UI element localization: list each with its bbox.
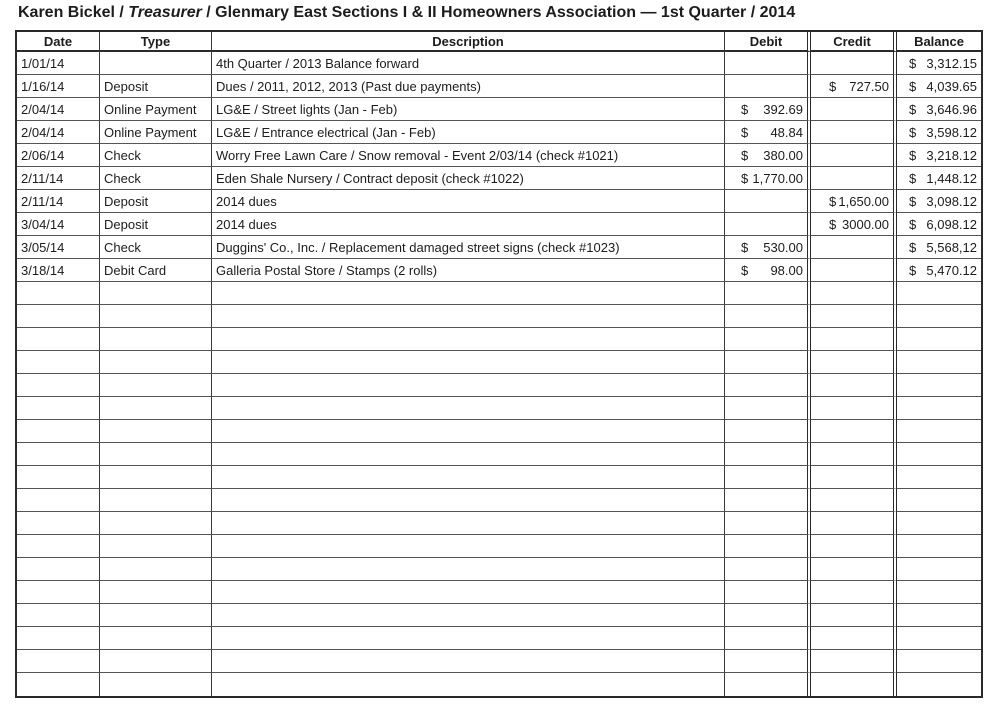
description-cell — [212, 420, 725, 443]
debit-cell — [725, 121, 811, 144]
type-cell — [100, 397, 212, 420]
balance-cell-currency-symbol: $ — [909, 239, 917, 255]
table-row — [17, 673, 981, 696]
debit-cell-currency-symbol: $ — [741, 239, 749, 255]
table-row — [17, 443, 981, 466]
page-title — [18, 4, 795, 22]
date-cell — [17, 650, 100, 673]
description-cell: Galleria Postal Store / Stamps (2 rolls) — [212, 259, 725, 282]
type-cell — [100, 351, 212, 374]
balance-cell-currency-symbol: $ — [909, 170, 917, 186]
credit-cell — [811, 351, 897, 374]
table-row — [17, 650, 981, 673]
balance-cell — [897, 374, 981, 397]
debit-cell — [725, 75, 811, 98]
date-cell — [17, 581, 100, 604]
description-cell — [212, 512, 725, 535]
type-cell — [100, 604, 212, 627]
balance-cell — [897, 397, 981, 420]
debit-cell-amount: 1,770.00 — [752, 170, 803, 186]
credit-cell — [811, 213, 897, 236]
debit-cell-amount: 380.00 — [763, 147, 803, 163]
table-row — [17, 75, 981, 98]
description-cell: Dues / 2011, 2012, 2013 (Past due payments) — [212, 75, 725, 98]
credit-cell — [811, 466, 897, 489]
credit-cell — [811, 328, 897, 351]
date-cell: 2/06/14 — [17, 144, 100, 167]
balance-cell-amount: 5,470.12 — [926, 262, 977, 278]
ledger-table — [15, 30, 983, 698]
debit-cell-currency-symbol: $ — [741, 147, 749, 163]
debit-cell-amount: 98.00 — [770, 262, 803, 278]
balance-cell-amount: 5,568,12 — [926, 239, 977, 255]
description-cell — [212, 627, 725, 650]
debit-cell — [725, 581, 811, 604]
description-cell — [212, 397, 725, 420]
table-row — [17, 351, 981, 374]
table-row — [17, 236, 981, 259]
description-cell: 2014 dues — [212, 190, 725, 213]
balance-cell-currency-symbol: $ — [909, 78, 917, 94]
debit-cell — [725, 213, 811, 236]
table-row — [17, 397, 981, 420]
table-row — [17, 328, 981, 351]
type-cell — [100, 420, 212, 443]
table-row — [17, 305, 981, 328]
description-cell: 4th Quarter / 2013 Balance forward — [212, 52, 725, 75]
debit-cell — [725, 305, 811, 328]
balance-cell — [897, 121, 981, 144]
debit-cell-amount: 48.84 — [770, 124, 803, 140]
date-cell: 3/04/14 — [17, 213, 100, 236]
type-cell: Deposit — [100, 213, 212, 236]
balance-cell — [897, 328, 981, 351]
table-row — [17, 627, 981, 650]
balance-cell — [897, 259, 981, 282]
column-header-credit: Credit — [811, 32, 897, 52]
balance-cell-amount: 4,039.65 — [926, 78, 977, 94]
balance-cell-amount: 3,218.12 — [926, 147, 977, 163]
type-cell — [100, 328, 212, 351]
credit-cell-currency-symbol: $ — [829, 216, 837, 232]
credit-cell — [811, 305, 897, 328]
balance-cell — [897, 604, 981, 627]
balance-cell — [897, 650, 981, 673]
type-cell: Deposit — [100, 190, 212, 213]
debit-cell — [725, 374, 811, 397]
credit-cell — [811, 167, 897, 190]
date-cell — [17, 673, 100, 696]
balance-cell — [897, 489, 981, 512]
date-cell: 2/04/14 — [17, 121, 100, 144]
credit-cell — [811, 512, 897, 535]
debit-cell-currency-symbol: $ — [741, 170, 749, 186]
debit-cell-currency-symbol: $ — [741, 101, 749, 117]
credit-cell — [811, 190, 897, 213]
credit-cell — [811, 52, 897, 75]
credit-cell — [811, 144, 897, 167]
balance-cell — [897, 282, 981, 305]
table-row — [17, 259, 981, 282]
type-cell: Online Payment — [100, 121, 212, 144]
table-row — [17, 121, 981, 144]
credit-cell — [811, 604, 897, 627]
credit-cell — [811, 374, 897, 397]
description-cell: LG&E / Street lights (Jan - Feb) — [212, 98, 725, 121]
balance-cell — [897, 673, 981, 696]
column-header-type: Type — [100, 32, 212, 52]
type-cell: Check — [100, 144, 212, 167]
treasurer-role: Treasurer — [128, 4, 202, 21]
date-cell — [17, 627, 100, 650]
credit-cell-amount: 727.50 — [849, 78, 889, 94]
date-cell: 3/18/14 — [17, 259, 100, 282]
table-row — [17, 144, 981, 167]
description-cell — [212, 328, 725, 351]
debit-cell — [725, 558, 811, 581]
debit-cell — [725, 604, 811, 627]
description-cell — [212, 282, 725, 305]
debit-cell — [725, 466, 811, 489]
debit-cell — [725, 282, 811, 305]
type-cell — [100, 489, 212, 512]
credit-cell — [811, 282, 897, 305]
description-cell: Worry Free Lawn Care / Snow removal - Event 2/03/14 (check #1021) — [212, 144, 725, 167]
type-cell: Online Payment — [100, 98, 212, 121]
balance-cell — [897, 512, 981, 535]
type-cell — [100, 673, 212, 696]
date-cell — [17, 535, 100, 558]
debit-cell — [725, 673, 811, 696]
credit-cell — [811, 673, 897, 696]
debit-cell — [725, 397, 811, 420]
debit-cell — [725, 190, 811, 213]
date-cell — [17, 443, 100, 466]
type-cell — [100, 52, 212, 75]
type-cell — [100, 282, 212, 305]
balance-cell — [897, 75, 981, 98]
type-cell — [100, 374, 212, 397]
column-header-balance: Balance — [897, 32, 981, 52]
type-cell: Check — [100, 167, 212, 190]
date-cell — [17, 374, 100, 397]
balance-cell-currency-symbol: $ — [909, 193, 917, 209]
date-cell — [17, 282, 100, 305]
table-row — [17, 581, 981, 604]
credit-cell-amount: 1,650.00 — [838, 193, 889, 209]
date-cell: 3/05/14 — [17, 236, 100, 259]
type-cell — [100, 466, 212, 489]
table-row — [17, 167, 981, 190]
balance-cell-amount: 6,098.12 — [926, 216, 977, 232]
credit-cell — [811, 397, 897, 420]
debit-cell — [725, 351, 811, 374]
description-cell — [212, 305, 725, 328]
date-cell — [17, 420, 100, 443]
date-cell: 1/16/14 — [17, 75, 100, 98]
type-cell — [100, 443, 212, 466]
credit-cell — [811, 558, 897, 581]
table-row — [17, 466, 981, 489]
balance-cell — [897, 558, 981, 581]
table-row — [17, 190, 981, 213]
credit-cell — [811, 443, 897, 466]
table-row — [17, 489, 981, 512]
ledger-header-row — [17, 32, 981, 52]
table-row — [17, 604, 981, 627]
table-row — [17, 535, 981, 558]
debit-cell — [725, 236, 811, 259]
credit-cell-currency-symbol: $ — [829, 193, 837, 209]
balance-cell — [897, 535, 981, 558]
type-cell — [100, 512, 212, 535]
balance-cell-currency-symbol: $ — [909, 101, 917, 117]
debit-cell — [725, 167, 811, 190]
balance-cell-currency-symbol: $ — [909, 124, 917, 140]
date-cell — [17, 604, 100, 627]
credit-cell-amount: 3000.00 — [842, 216, 889, 232]
balance-cell — [897, 466, 981, 489]
date-cell: 2/11/14 — [17, 190, 100, 213]
balance-cell — [897, 627, 981, 650]
description-cell — [212, 374, 725, 397]
debit-cell — [725, 420, 811, 443]
date-cell — [17, 466, 100, 489]
column-header-description: Description — [212, 32, 725, 52]
credit-cell-currency-symbol: $ — [829, 78, 837, 94]
debit-cell — [725, 650, 811, 673]
type-cell: Debit Card — [100, 259, 212, 282]
balance-cell — [897, 167, 981, 190]
credit-cell — [811, 259, 897, 282]
description-cell: Eden Shale Nursery / Contract deposit (check #1022) — [212, 167, 725, 190]
balance-cell — [897, 213, 981, 236]
credit-cell — [811, 627, 897, 650]
balance-cell-amount: 3,646.96 — [926, 101, 977, 117]
treasurer-name: Karen Bickel — [18, 4, 115, 21]
description-cell — [212, 650, 725, 673]
balance-cell — [897, 305, 981, 328]
balance-cell — [897, 443, 981, 466]
date-cell — [17, 328, 100, 351]
date-cell — [17, 512, 100, 535]
balance-cell — [897, 52, 981, 75]
debit-cell — [725, 259, 811, 282]
credit-cell — [811, 489, 897, 512]
credit-cell — [811, 75, 897, 98]
table-row — [17, 213, 981, 236]
debit-cell-amount: 392.69 — [763, 101, 803, 117]
balance-cell — [897, 351, 981, 374]
credit-cell — [811, 98, 897, 121]
debit-cell-currency-symbol: $ — [741, 124, 749, 140]
table-row — [17, 98, 981, 121]
title-separator: / — [201, 4, 216, 21]
title-separator: / — [114, 4, 129, 21]
debit-cell-currency-symbol: $ — [741, 262, 749, 278]
debit-cell — [725, 328, 811, 351]
debit-cell — [725, 627, 811, 650]
balance-cell-amount: 3,312.15 — [926, 55, 977, 71]
credit-cell — [811, 121, 897, 144]
table-row — [17, 374, 981, 397]
date-cell — [17, 305, 100, 328]
date-cell — [17, 558, 100, 581]
debit-cell — [725, 98, 811, 121]
table-row — [17, 558, 981, 581]
association-period: Glenmary East Sections I & II Homeowners Association — 1st Quarter / 2014 — [215, 4, 796, 21]
balance-cell — [897, 190, 981, 213]
date-cell — [17, 489, 100, 512]
debit-cell — [725, 489, 811, 512]
debit-cell — [725, 535, 811, 558]
table-row — [17, 282, 981, 305]
debit-cell — [725, 144, 811, 167]
description-cell — [212, 489, 725, 512]
balance-cell-currency-symbol: $ — [909, 55, 917, 71]
description-cell — [212, 351, 725, 374]
column-header-date: Date — [17, 32, 100, 52]
balance-cell-currency-symbol: $ — [909, 147, 917, 163]
type-cell — [100, 627, 212, 650]
date-cell: 2/11/14 — [17, 167, 100, 190]
date-cell: 2/04/14 — [17, 98, 100, 121]
table-row — [17, 512, 981, 535]
column-header-debit: Debit — [725, 32, 811, 52]
balance-cell — [897, 98, 981, 121]
credit-cell — [811, 236, 897, 259]
description-cell — [212, 443, 725, 466]
type-cell: Deposit — [100, 75, 212, 98]
date-cell: 1/01/14 — [17, 52, 100, 75]
debit-cell-amount: 530.00 — [763, 239, 803, 255]
ledger-body — [17, 52, 981, 696]
credit-cell — [811, 581, 897, 604]
balance-cell — [897, 420, 981, 443]
description-cell — [212, 466, 725, 489]
description-cell — [212, 604, 725, 627]
debit-cell — [725, 512, 811, 535]
description-cell: Duggins' Co., Inc. / Replacement damaged street signs (check #1023) — [212, 236, 725, 259]
date-cell — [17, 351, 100, 374]
balance-cell — [897, 144, 981, 167]
credit-cell — [811, 420, 897, 443]
balance-cell — [897, 236, 981, 259]
type-cell — [100, 581, 212, 604]
credit-cell — [811, 650, 897, 673]
description-cell: LG&E / Entrance electrical (Jan - Feb) — [212, 121, 725, 144]
debit-cell — [725, 52, 811, 75]
description-cell: 2014 dues — [212, 213, 725, 236]
credit-cell — [811, 535, 897, 558]
type-cell — [100, 535, 212, 558]
balance-cell-amount: 1,448.12 — [926, 170, 977, 186]
description-cell — [212, 581, 725, 604]
balance-cell-currency-symbol: $ — [909, 216, 917, 232]
date-cell — [17, 397, 100, 420]
type-cell — [100, 305, 212, 328]
balance-cell-amount: 3,598.12 — [926, 124, 977, 140]
type-cell — [100, 558, 212, 581]
type-cell — [100, 650, 212, 673]
balance-cell — [897, 581, 981, 604]
description-cell — [212, 535, 725, 558]
type-cell: Check — [100, 236, 212, 259]
balance-cell-amount: 3,098.12 — [926, 193, 977, 209]
balance-cell-currency-symbol: $ — [909, 262, 917, 278]
description-cell — [212, 673, 725, 696]
description-cell — [212, 558, 725, 581]
table-row — [17, 52, 981, 75]
debit-cell — [725, 443, 811, 466]
table-row — [17, 420, 981, 443]
